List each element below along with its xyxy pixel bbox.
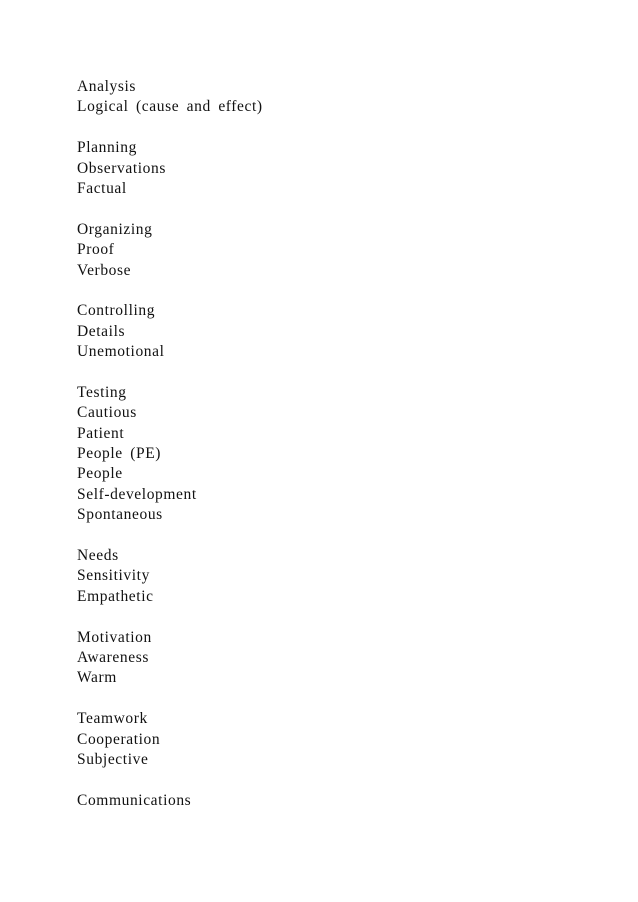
list-line: Subjective [77,750,149,768]
list-line: Teamwork [77,710,148,728]
list-line: Proof [77,241,115,259]
blank-line [77,770,597,790]
list-line: Controlling [77,302,156,320]
list-line: Logical (cause and effect) [77,98,263,116]
list-line: Communications [77,791,192,809]
list-line: Testing [77,383,127,401]
list-line: Motivation [77,628,152,646]
list-line: Details [77,322,126,340]
list-line: Awareness [77,648,149,666]
blank-line [77,526,597,546]
list-line: Spontaneous [77,506,163,524]
blank-line [77,607,597,627]
list-line: Organizing [77,220,153,238]
list-line: Warm [77,669,117,687]
list-line: Self-development [77,485,197,503]
blank-line [77,199,597,219]
blank-line [77,281,597,301]
list-line: People [77,465,123,483]
list-line: Cooperation [77,730,161,748]
list-line: Planning [77,139,137,157]
blank-line [77,362,597,382]
list-line: Unemotional [77,343,165,361]
list-line: Observations [77,159,166,177]
list-line: Cautious [77,404,137,422]
list-line: Verbose [77,261,132,279]
list-line: Sensitivity [77,567,150,585]
blank-line [77,118,597,138]
blank-line [77,689,597,709]
list-line: Empathetic [77,587,154,605]
list-line: Factual [77,179,127,197]
list-line: People (PE) [77,445,162,463]
list-line: Needs [77,546,119,564]
word-list [77,77,597,811]
list-line: Patient [77,424,125,442]
list-line: Analysis [77,78,137,95]
